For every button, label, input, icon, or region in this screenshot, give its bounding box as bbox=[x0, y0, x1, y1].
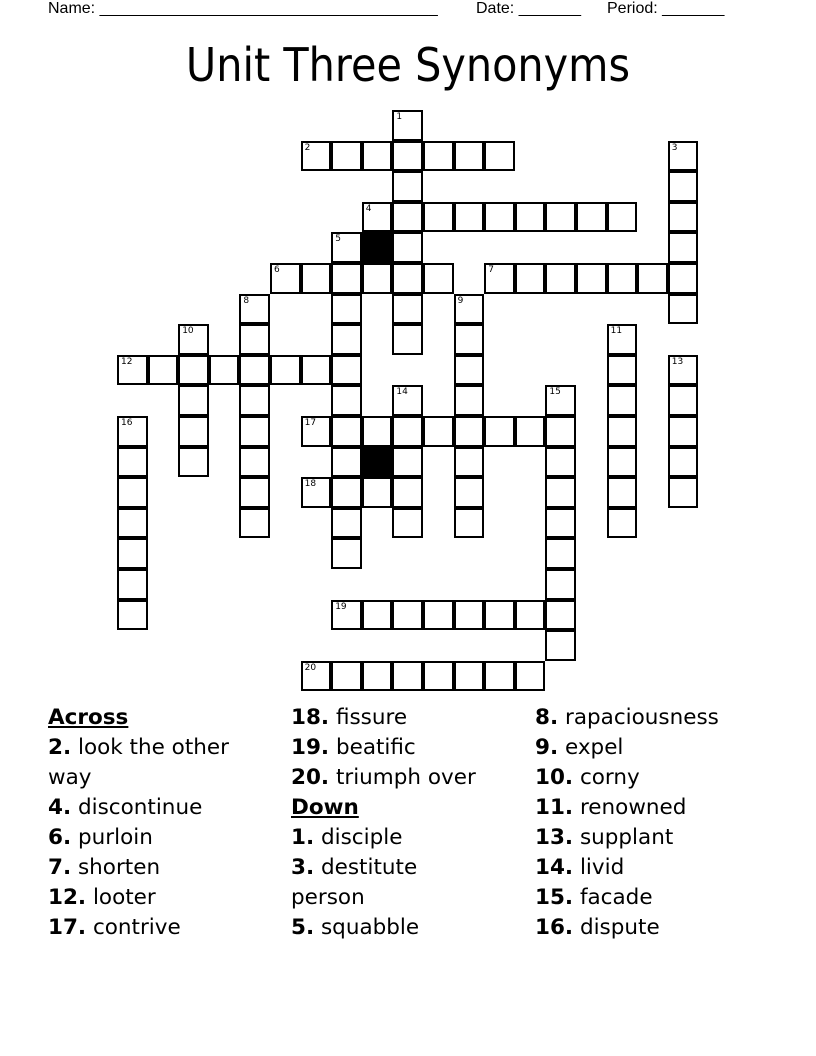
grid-cell[interactable] bbox=[331, 355, 362, 386]
grid-cell[interactable] bbox=[454, 508, 485, 539]
grid-cell[interactable] bbox=[454, 385, 485, 416]
clue-number: 17 bbox=[304, 418, 317, 428]
grid-cell[interactable] bbox=[607, 508, 638, 539]
grid-cell[interactable] bbox=[362, 600, 393, 631]
grid-cell[interactable] bbox=[484, 416, 515, 447]
grid-cell[interactable] bbox=[239, 477, 270, 508]
grid-cell[interactable] bbox=[545, 477, 576, 508]
grid-cell[interactable] bbox=[117, 447, 148, 478]
grid-cell[interactable] bbox=[668, 202, 699, 233]
page-title: Unit Three Synonyms bbox=[185, 38, 631, 92]
grid-cell[interactable] bbox=[239, 447, 270, 478]
grid-cell[interactable] bbox=[545, 508, 576, 539]
grid-cell[interactable] bbox=[331, 477, 362, 508]
grid-cell[interactable] bbox=[117, 416, 148, 447]
grid-cell[interactable] bbox=[178, 385, 209, 416]
grid-cell[interactable] bbox=[392, 171, 423, 202]
grid-cell[interactable] bbox=[423, 263, 454, 294]
grid-cell[interactable] bbox=[331, 294, 362, 325]
black-cell bbox=[362, 232, 393, 263]
clue-number: 15 bbox=[549, 387, 561, 398]
grid-cell[interactable] bbox=[454, 447, 485, 478]
grid-cell[interactable] bbox=[484, 661, 515, 692]
grid-cell[interactable] bbox=[331, 600, 362, 631]
clue-number: 10 bbox=[182, 326, 194, 337]
grid-cell[interactable] bbox=[362, 661, 393, 692]
grid-cell[interactable] bbox=[392, 661, 423, 692]
clue-number: 5 bbox=[335, 234, 341, 245]
grid-cell[interactable] bbox=[423, 416, 454, 447]
grid-cell[interactable] bbox=[484, 141, 515, 172]
grid-cell[interactable] bbox=[668, 385, 699, 416]
grid-cell[interactable] bbox=[576, 202, 607, 233]
grid-cell[interactable] bbox=[454, 202, 485, 233]
grid-cell[interactable] bbox=[392, 508, 423, 539]
grid-cell[interactable] bbox=[454, 600, 485, 631]
clue-across-2: 2. look the other way bbox=[48, 735, 229, 790]
grid-cell[interactable] bbox=[331, 661, 362, 692]
grid-cell[interactable] bbox=[515, 263, 546, 294]
grid-cell[interactable] bbox=[454, 355, 485, 386]
grid-cell[interactable] bbox=[239, 324, 270, 355]
grid-cell[interactable] bbox=[117, 508, 148, 539]
grid-cell[interactable] bbox=[392, 324, 423, 355]
grid-cell[interactable] bbox=[331, 508, 362, 539]
grid-cell[interactable] bbox=[668, 294, 699, 325]
across-heading: Across bbox=[48, 705, 129, 730]
clue-across-17: 17. contrive bbox=[48, 915, 181, 940]
grid-cell[interactable] bbox=[637, 263, 668, 294]
clue-across-19: 19. beatific bbox=[291, 735, 416, 760]
clue-across-18: 18. fissure bbox=[291, 705, 408, 730]
clue-number: 19 bbox=[335, 601, 347, 612]
grid-cell[interactable] bbox=[545, 600, 576, 631]
grid-cell[interactable] bbox=[301, 141, 332, 172]
grid-cell[interactable] bbox=[668, 141, 699, 172]
grid-cell[interactable] bbox=[392, 447, 423, 478]
grid-cell[interactable] bbox=[545, 538, 576, 569]
grid-cell[interactable] bbox=[239, 416, 270, 447]
clue-number: 14 bbox=[396, 387, 408, 398]
grid-cell[interactable] bbox=[607, 202, 638, 233]
grid-cell[interactable] bbox=[392, 110, 423, 141]
grid-cell[interactable] bbox=[576, 263, 607, 294]
grid-cell[interactable] bbox=[454, 416, 485, 447]
grid-cell[interactable] bbox=[117, 600, 148, 631]
grid-cell[interactable] bbox=[668, 232, 699, 263]
grid-cell[interactable] bbox=[423, 661, 454, 692]
clue-down-8: 8. rapaciousness bbox=[535, 705, 719, 730]
grid-cell[interactable] bbox=[392, 202, 423, 233]
black-cell bbox=[362, 447, 393, 478]
clue-column-1 bbox=[48, 703, 233, 943]
clue-down-9: 9. expel bbox=[535, 735, 624, 760]
clue-across-7: 7. shorten bbox=[48, 855, 161, 880]
grid-cell[interactable] bbox=[607, 263, 638, 294]
grid-cell[interactable] bbox=[117, 355, 148, 386]
clue-across-6: 6. purloin bbox=[48, 825, 153, 850]
grid-cell[interactable] bbox=[545, 630, 576, 661]
grid-cell[interactable] bbox=[178, 324, 209, 355]
clue-number: 18 bbox=[304, 479, 317, 490]
clue-number: 12 bbox=[121, 356, 133, 367]
grid-cell[interactable] bbox=[301, 263, 332, 294]
grid-cell[interactable] bbox=[239, 508, 270, 539]
grid-cell[interactable] bbox=[545, 447, 576, 478]
clue-down-11: 11. renowned bbox=[535, 795, 687, 820]
down-heading: Down bbox=[291, 795, 359, 820]
clue-number: 13 bbox=[671, 356, 684, 367]
grid-cell[interactable] bbox=[301, 416, 332, 447]
clue-down-16: 16. dispute bbox=[535, 915, 660, 940]
grid-cell[interactable] bbox=[178, 447, 209, 478]
clue-down-3: 3. destitute person bbox=[291, 855, 418, 910]
grid-cell[interactable] bbox=[239, 355, 270, 386]
grid-cell[interactable] bbox=[515, 416, 546, 447]
grid-cell[interactable] bbox=[454, 661, 485, 692]
grid-cell[interactable] bbox=[545, 263, 576, 294]
grid-cell[interactable] bbox=[423, 202, 454, 233]
grid-cell[interactable] bbox=[392, 477, 423, 508]
clue-column-2 bbox=[291, 703, 506, 943]
grid-cell[interactable] bbox=[392, 232, 423, 263]
grid-cell[interactable] bbox=[423, 141, 454, 172]
grid-cell[interactable] bbox=[515, 600, 546, 631]
grid-cell[interactable] bbox=[117, 569, 148, 600]
grid-cell[interactable] bbox=[392, 141, 423, 172]
period-field[interactable]: Period: _______ bbox=[607, 0, 725, 17]
grid-cell[interactable] bbox=[178, 416, 209, 447]
grid-cell[interactable] bbox=[331, 416, 362, 447]
grid-cell[interactable] bbox=[392, 416, 423, 447]
clue-number: 7 bbox=[488, 265, 494, 275]
clue-down-13: 13. supplant bbox=[535, 825, 674, 850]
grid-cell[interactable] bbox=[362, 141, 393, 172]
grid-cell[interactable] bbox=[668, 477, 699, 508]
grid-cell[interactable] bbox=[362, 477, 393, 508]
grid-cell[interactable] bbox=[117, 538, 148, 569]
clue-column-3 bbox=[535, 703, 795, 943]
clue-number: 16 bbox=[121, 418, 133, 428]
grid-cell[interactable] bbox=[454, 324, 485, 355]
clue-number: 11 bbox=[610, 326, 623, 337]
grid-cell[interactable] bbox=[484, 202, 515, 233]
clue-down-10: 10. corny bbox=[535, 765, 640, 790]
grid-cell[interactable] bbox=[117, 477, 148, 508]
grid-cell[interactable] bbox=[668, 263, 699, 294]
grid-cell[interactable] bbox=[545, 385, 576, 416]
clue-number: 8 bbox=[243, 295, 250, 306]
clue-number: 6 bbox=[274, 265, 280, 275]
grid-cell[interactable] bbox=[423, 600, 454, 631]
clue-across-12: 12. looter bbox=[48, 885, 156, 910]
grid-cell[interactable] bbox=[392, 385, 423, 416]
grid-cell[interactable] bbox=[331, 263, 362, 294]
grid-cell[interactable] bbox=[607, 447, 638, 478]
date-field[interactable]: Date: _______ bbox=[476, 0, 581, 17]
clue-down-14: 14. livid bbox=[535, 855, 625, 880]
grid-cell[interactable] bbox=[270, 263, 301, 294]
grid-cell[interactable] bbox=[178, 355, 209, 386]
grid-cell[interactable] bbox=[607, 324, 638, 355]
grid-cell[interactable] bbox=[668, 416, 699, 447]
grid-cell[interactable] bbox=[668, 355, 699, 386]
grid-cell[interactable] bbox=[148, 355, 179, 386]
grid-cell[interactable] bbox=[362, 263, 393, 294]
grid-cell[interactable] bbox=[607, 416, 638, 447]
grid-cell[interactable] bbox=[270, 355, 301, 386]
grid-cell[interactable] bbox=[515, 202, 546, 233]
grid-cell[interactable] bbox=[362, 202, 393, 233]
grid-cell[interactable] bbox=[362, 416, 393, 447]
grid-cell[interactable] bbox=[545, 202, 576, 233]
clue-number: 4 bbox=[365, 203, 372, 214]
grid-cell[interactable] bbox=[454, 294, 485, 325]
clue-number: 1 bbox=[396, 112, 403, 122]
grid-cell[interactable] bbox=[668, 447, 699, 478]
clue-number: 3 bbox=[671, 142, 678, 153]
grid-cell[interactable] bbox=[331, 447, 362, 478]
grid-cell[interactable] bbox=[392, 263, 423, 294]
clue-down-1: 1. disciple bbox=[291, 825, 403, 850]
clue-across-20: 20. triumph over bbox=[291, 765, 476, 790]
grid-cell[interactable] bbox=[484, 263, 515, 294]
grid-cell[interactable] bbox=[607, 385, 638, 416]
grid-cell[interactable] bbox=[454, 141, 485, 172]
name-field[interactable]: Name: ______________________________________ bbox=[48, 0, 438, 17]
grid-cell[interactable] bbox=[239, 294, 270, 325]
grid-cell[interactable] bbox=[484, 600, 515, 631]
grid-cell[interactable] bbox=[239, 385, 270, 416]
grid-cell[interactable] bbox=[301, 477, 332, 508]
grid-cell[interactable] bbox=[301, 355, 332, 386]
grid-cell[interactable] bbox=[331, 141, 362, 172]
grid-cell[interactable] bbox=[545, 416, 576, 447]
grid-cell[interactable] bbox=[331, 324, 362, 355]
grid-cell[interactable] bbox=[331, 538, 362, 569]
grid-cell[interactable] bbox=[331, 232, 362, 263]
clue-down-5: 5. squabble bbox=[291, 915, 420, 940]
clue-across-4: 4. discontinue bbox=[48, 795, 203, 820]
grid-cell[interactable] bbox=[454, 477, 485, 508]
grid-cell[interactable] bbox=[515, 661, 546, 692]
clue-down-15: 15. facade bbox=[535, 885, 653, 910]
grid-cell[interactable] bbox=[607, 355, 638, 386]
clue-number: 9 bbox=[457, 295, 464, 306]
grid-cell[interactable] bbox=[301, 661, 332, 692]
clue-number: 20 bbox=[304, 662, 317, 673]
grid-cell[interactable] bbox=[209, 355, 240, 386]
grid-cell[interactable] bbox=[392, 600, 423, 631]
grid-cell[interactable] bbox=[545, 569, 576, 600]
grid-cell[interactable] bbox=[331, 385, 362, 416]
grid-cell[interactable] bbox=[392, 294, 423, 325]
grid-cell[interactable] bbox=[607, 477, 638, 508]
grid-cell[interactable] bbox=[668, 171, 699, 202]
clue-number: 2 bbox=[304, 142, 311, 153]
